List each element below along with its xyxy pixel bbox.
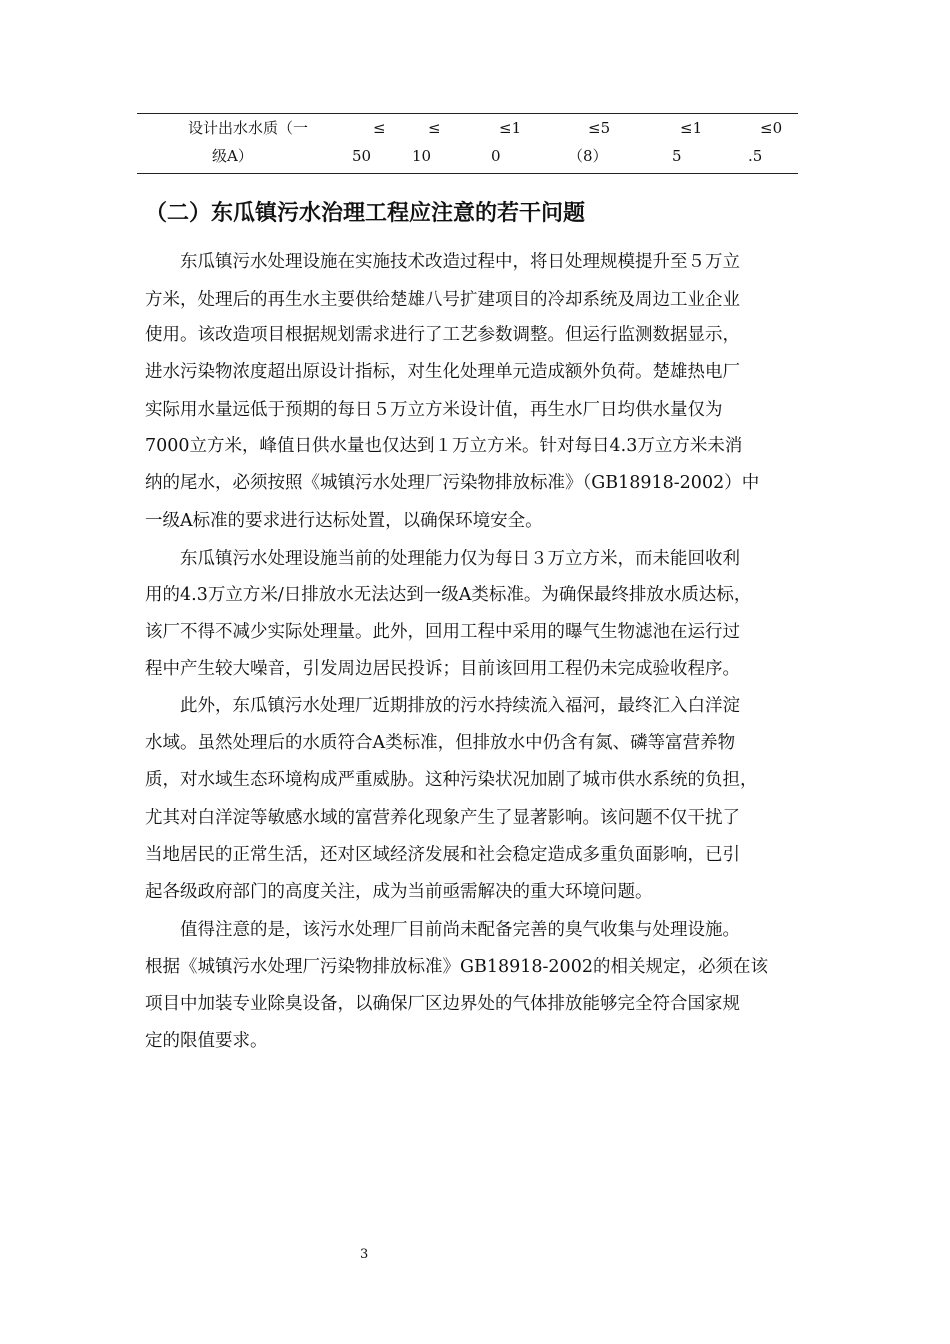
- section-heading: （二）东瓜镇污水治理工程应注意的若干问题: [145, 201, 586, 226]
- text-line: 当地居民的正常生活，还对区域经济发展和社会稳定造成多重负面影响，已引: [145, 845, 740, 865]
- text-line: 使用。该改造项目根据规划需求进行了工艺参数调整。但运行监测数据显示，: [145, 325, 740, 345]
- text-line: 纳的尾水，必须按照《城镇污水处理厂污染物排放标准》（GB18918-2002）中: [145, 473, 760, 493]
- table-row-label-line1: 设计出水水质（一: [188, 119, 309, 137]
- page-number: 3: [360, 1247, 369, 1262]
- table-cell: ≤1: [680, 119, 703, 137]
- text-line: 东瓜镇污水处理设施在实施技术改造过程中，将日处理规模提升至５万立: [145, 252, 740, 272]
- text-line: 值得注意的是，该污水处理厂目前尚未配备完善的臭气收集与处理设施。: [145, 920, 740, 940]
- table-top-rule: [137, 113, 798, 114]
- table-cell: 5: [672, 147, 682, 165]
- text-line: 一级A标准的要求进行达标处置，以确保环境安全。: [145, 511, 543, 531]
- text-line: 尤其对白洋淀等敏感水域的富营养化现象产生了显著影响。该问题不仅干扰了: [145, 808, 740, 828]
- text-line: 方米，处理后的再生水主要供给楚雄八号扩建项目的冷却系统及周边工业企业: [145, 290, 740, 310]
- text-line: 进水污染物浓度超出原设计指标，对生化处理单元造成额外负荷。楚雄热电厂: [145, 362, 740, 382]
- text-line: 7000立方米，峰值日供水量也仅达到１万立方米。针对每日4.3万立方米未消: [145, 436, 743, 456]
- table-row-label-line2: 级A）: [212, 147, 253, 165]
- text-line: 此外，东瓜镇污水处理厂近期排放的污水持续流入福河，最终汇入白洋淀: [145, 696, 740, 716]
- table-cell: ≤: [373, 119, 386, 137]
- text-line: 实际用水量远低于预期的每日５万立方米设计值，再生水厂日均供水量仅为: [145, 400, 723, 420]
- table-cell: ≤0: [760, 119, 783, 137]
- table-cell: 0: [491, 147, 501, 165]
- table-bottom-rule: [137, 173, 798, 174]
- text-line: 水域。虽然处理后的水质符合A类标准，但排放水中仍含有氮、磷等富营养物: [145, 733, 736, 753]
- table-cell: ≤1: [499, 119, 522, 137]
- table-cell: 50: [352, 147, 372, 165]
- text-line: 起各级政府部门的高度关注，成为当前亟需解决的重大环境问题。: [145, 882, 653, 902]
- text-line: 质，对水域生态环境构成严重威胁。这种污染状况加剧了城市供水系统的负担，: [145, 770, 758, 790]
- text-line: 项目中加装专业除臭设备，以确保厂区边界处的气体排放能够完全符合国家规: [145, 994, 740, 1014]
- table-cell: .5: [748, 147, 763, 165]
- table-cell: （8）: [568, 147, 608, 165]
- table-cell: ≤: [428, 119, 441, 137]
- table-cell: 10: [412, 147, 432, 165]
- text-line: 定的限值要求。: [145, 1031, 268, 1051]
- text-line: 该厂不得不减少实际处理量。此外，回用工程中采用的曝气生物滤池在运行过: [145, 622, 740, 642]
- text-line: 用的4.3万立方米/日排放水无法达到一级A类标准。为确保最终排放水质达标，: [145, 585, 752, 605]
- text-line: 根据《城镇污水处理厂污染物排放标准》GB18918-2002的相关规定，必须在该: [145, 957, 768, 977]
- text-line: 程中产生较大噪音，引发周边居民投诉；目前该回用工程仍未完成验收程序。: [145, 659, 740, 679]
- table-cell: ≤5: [588, 119, 611, 137]
- text-line: 东瓜镇污水处理设施当前的处理能力仅为每日３万立方米，而未能回收利: [145, 549, 740, 569]
